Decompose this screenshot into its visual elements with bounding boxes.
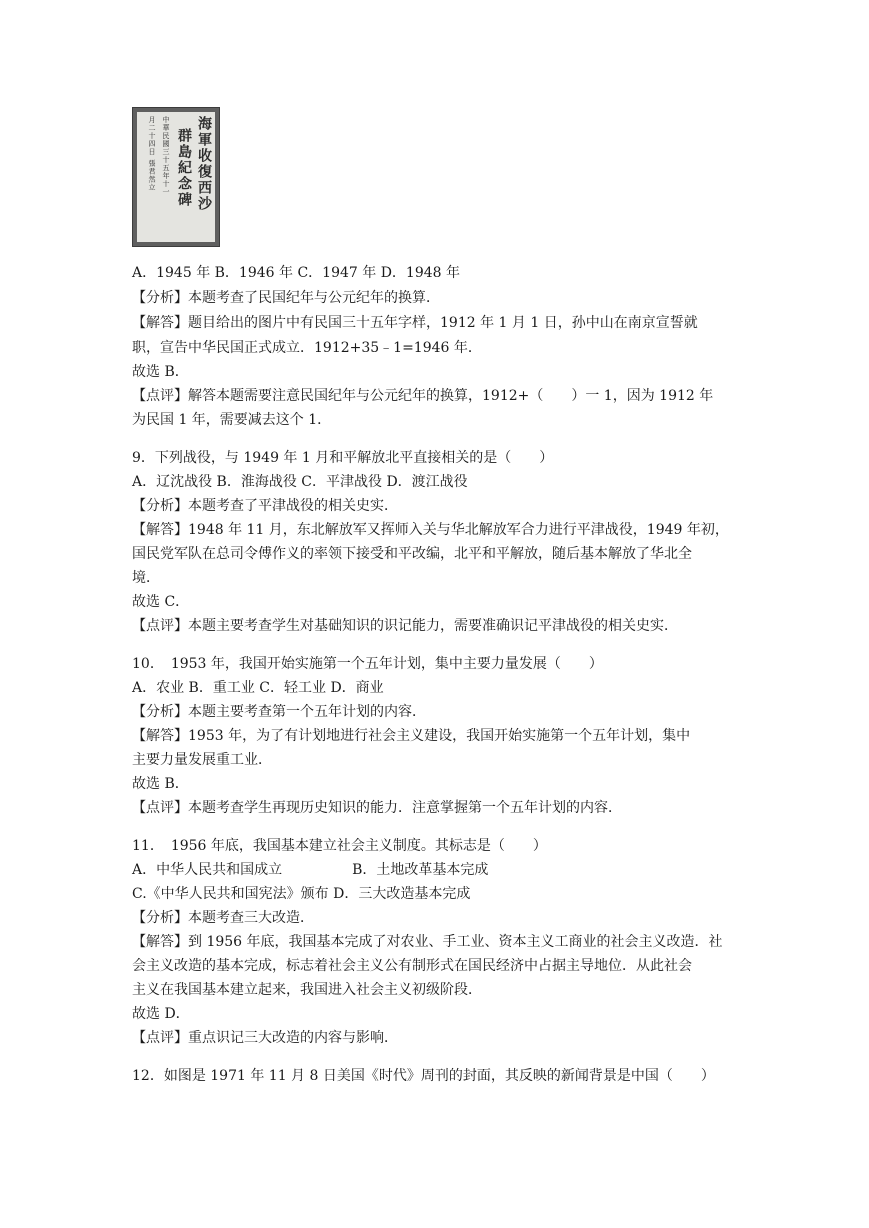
q11-answer-line1: 【解答】到 1956 年底，我国基本完成了对农业、手工业、资本主义工商业的社会主义改造．社 (132, 934, 723, 950)
q9-answer-line1: 【解答】1948 年 11 月，东北解放军又挥师入关与华北解放军合力进行平津战役，1949 年初， (132, 522, 729, 538)
q11-answer-line3: 主义在我国基本建立起来，我国进入社会主义初级阶段． (132, 982, 482, 998)
q10-question: 10． 1953 年，我国开始实施第一个五年计划，集中主要力量发展（ ） (132, 656, 603, 672)
stele-face (137, 112, 215, 242)
q9-answer-line2: 国民党军队在总司令傅作义的率领下接受和平改编，北平和平解放，随后基本解放了华北全 (132, 546, 692, 562)
q9-answer-line3: 境． (132, 570, 160, 586)
q9-options: A．辽沈战役 B．淮海战役 C．平津战役 D．渡江战役 (132, 474, 468, 490)
q8-options: A．1945 年 B．1946 年 C．1947 年 D．1948 年 (132, 265, 461, 281)
q11-analysis: 【分析】本题考查三大改造． (132, 910, 314, 926)
q8-analysis: 【分析】本题考查了民国纪年与公元纪年的换算． (132, 290, 440, 306)
stele-inscription-col1: 海軍收復西沙 (196, 116, 212, 212)
stele-inscription-col4: 月二十四日 張君然立 (148, 116, 156, 192)
q10-choice: 故选 B． (132, 776, 189, 792)
q10-answer-line1: 【解答】1953 年，为了有计划地进行社会主义建设，我国开始实施第一个五年计划，集中 (132, 728, 691, 744)
stele-inscription-col3: 中華民國三十五年十一 (162, 116, 170, 196)
q8-comment-line2: 为民国 1 年，需要减去这个 1． (132, 412, 332, 428)
q11-question: 11． 1956 年底，我国基本建立社会主义制度。其标志是（ ） (132, 838, 547, 854)
q9-analysis: 【分析】本题考查了平津战役的相关史实． (132, 498, 398, 514)
q10-analysis: 【分析】本题主要考查第一个五年计划的内容． (132, 704, 426, 720)
q12-question: 12．如图是 1971 年 11 月 8 日美国《时代》周刊的封面，其反映的新闻背景是中国（ ） (132, 1068, 715, 1084)
stele-inscription-col2: 群島紀念碑 (176, 128, 192, 208)
q11-comment: 【点评】重点识记三大改造的内容与影响． (132, 1030, 398, 1046)
q9-question: 9．下列战役，与 1949 年 1 月和平解放北平直接相关的是（ ） (132, 450, 554, 466)
q9-choice: 故选 C． (132, 594, 190, 610)
q8-answer-line1: 【解答】题目给出的图片中有民国三十五年字样，1912 年 1 月 1 日，孙中山在南京宣誓就 (132, 315, 698, 331)
memorial-stele-photo (132, 107, 220, 247)
q8-answer-line2: 职，宣告中华民国正式成立．1912+35﹣1=1946 年． (132, 340, 482, 356)
q11-choice: 故选 D． (132, 1006, 190, 1022)
q8-choice: 故选 B． (132, 364, 189, 380)
q10-comment: 【点评】本题考查学生再现历史知识的能力．注意掌握第一个五年计划的内容． (132, 800, 622, 816)
q9-comment: 【点评】本题主要考查学生对基础知识的识记能力，需要准确识记平津战役的相关史实． (132, 618, 678, 634)
q8-comment-line1: 【点评】解答本题需要注意民国纪年与公元纪年的换算，1912+（ ）一 1，因为 1912 年 (132, 388, 714, 404)
q10-options: A．农业 B．重工业 C．轻工业 D．商业 (132, 680, 384, 696)
q11-options-cd: C.《中华人民共和国宪法》颁布 D．三大改造基本完成 (132, 886, 471, 902)
q11-answer-line2: 会主义改造的基本完成，标志着社会主义公有制形式在国民经济中占据主导地位．从此社会 (132, 958, 692, 974)
q10-answer-line2: 主要力量发展重工业． (132, 752, 272, 768)
q11-options-ab: A．中华人民共和国成立 B．土地改革基本完成 (132, 862, 489, 878)
